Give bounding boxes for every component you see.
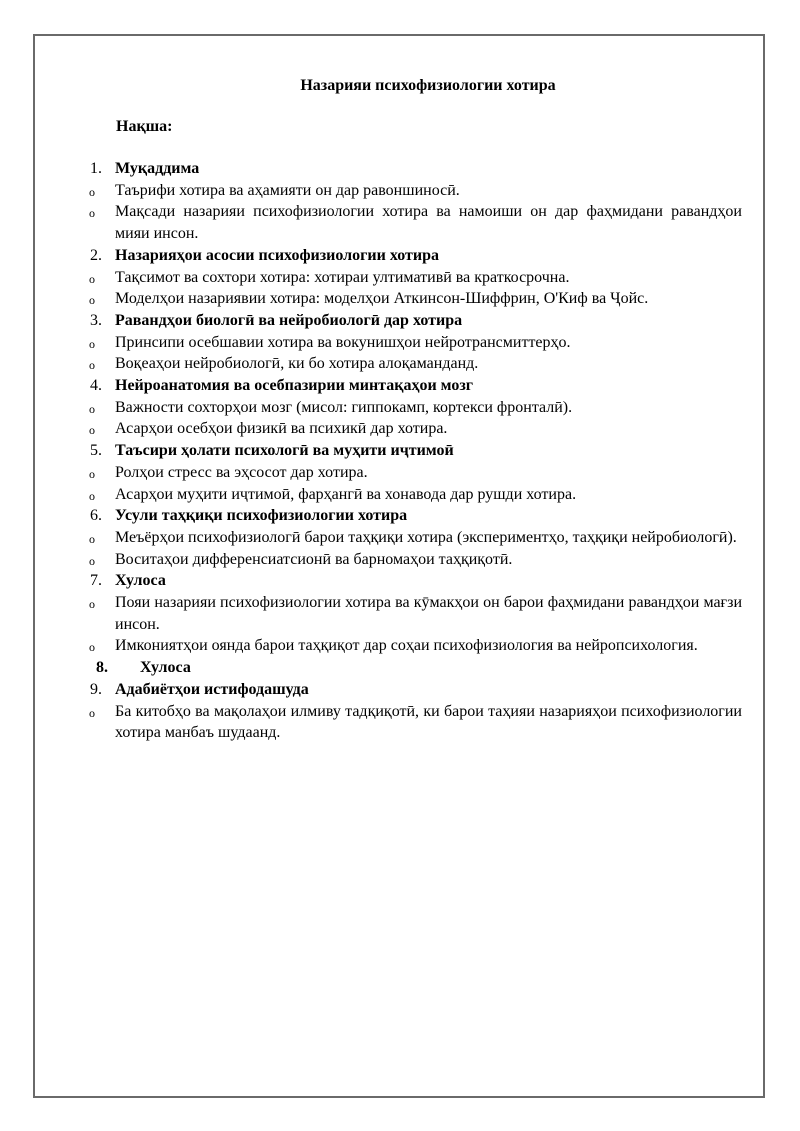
list-item-heading xyxy=(0,375,800,397)
heading-text: Таъсири ҳолати психологӣ ва муҳити иҷтимоӣ xyxy=(115,442,454,460)
bullet-text: Асарҳои муҳити иҷтимоӣ, фарҳангӣ ва хонавода дар рушди хотира. xyxy=(115,485,577,503)
bullet-text: Важности сохторҳои мозг (мисол: гиппокамп, кортекси фронталӣ). xyxy=(115,398,573,416)
bullet-marker: o xyxy=(89,597,95,612)
list-item-bullet xyxy=(0,288,800,310)
bullet-marker: o xyxy=(89,206,95,221)
item-number: 2. xyxy=(90,246,102,264)
bullet-marker: o xyxy=(89,336,95,351)
item-number: 9. xyxy=(90,680,102,698)
bullet-text: Ролҳои стресс ва эҳсосот дар хотира. xyxy=(115,463,368,481)
bullet-marker: o xyxy=(89,640,95,655)
list-item-bullet xyxy=(0,484,800,506)
bullet-text: Тақсимот ва сохтори хотира: хотираи ултимативӣ ва краткосрочна. xyxy=(115,268,570,286)
list-item-heading xyxy=(0,570,800,592)
list-item-bullet xyxy=(0,353,800,375)
list-item-bullet xyxy=(0,418,800,440)
bullet-text: Меъёрҳои психофизиологӣ барои таҳқиқи хотира (экспериментҳо, таҳқиқи нейробиологӣ). xyxy=(115,528,737,546)
bullet-text: Принсипи осебшавии хотира ва вокунишҳои нейротрансмиттерҳо. xyxy=(115,333,571,351)
list-item-bullet xyxy=(0,397,800,419)
bullet-text: Воситаҳои дифференсиатсионӣ ва барномаҳои таҳқиқотӣ. xyxy=(115,550,513,568)
list-item-bullet xyxy=(0,267,800,289)
list-item-bullet xyxy=(0,527,800,549)
list-item-heading xyxy=(0,440,800,462)
item-number: 1. xyxy=(90,160,102,177)
item-number: 6. xyxy=(90,507,102,525)
item-number: 8. xyxy=(96,659,108,677)
bullet-text: Таърифи хотира ва аҳамияти он дар равоншиносӣ. xyxy=(115,181,460,199)
bullet-marker: o xyxy=(89,293,95,308)
list-item-bullet xyxy=(0,592,800,635)
list-item-bullet xyxy=(0,635,800,657)
list-item-heading xyxy=(0,657,800,679)
heading-text: Усули таҳқиқи психофизиологии хотира xyxy=(115,507,408,525)
heading-text: Назарияҳои асосии психофизиологии хотира xyxy=(115,246,439,264)
bullet-marker: o xyxy=(89,184,95,199)
bullet-text: Имкониятҳои оянда барои таҳқиқот дар соҳаи психофизиология ва нейропсихология. xyxy=(115,637,698,655)
list-item-heading xyxy=(0,158,800,180)
heading-text: Адабиётҳои истифодашуда xyxy=(115,680,309,698)
bullet-marker: o xyxy=(89,553,95,568)
bullet-marker: o xyxy=(89,488,95,503)
bullet-text: Ба китобҳо ва мақолаҳои илмиву тадқиқотӣ, ки барои таҳияи назарияҳои психофизиологии хотира манбаъ шудаанд. xyxy=(115,702,742,742)
list-item-bullet xyxy=(0,701,800,744)
bullet-marker: o xyxy=(89,423,95,438)
bullet-marker: o xyxy=(89,401,95,416)
bullet-marker: o xyxy=(89,271,95,286)
document-title: Назарияи психофизиологии хотира xyxy=(300,77,556,94)
bullet-text: Воқеаҳои нейробиологӣ, ки бо хотира алоқаманданд. xyxy=(115,355,479,373)
heading-text: Хулоса xyxy=(115,572,166,590)
outline-list xyxy=(0,158,800,744)
list-item-bullet xyxy=(0,201,800,244)
heading-text: Муқаддима xyxy=(115,160,200,177)
bullet-text: Моделҳои назариявии хотира: моделҳои Аткинсон-Шиффрин, О'Киф ва Ҷойс. xyxy=(115,290,649,308)
item-number: 7. xyxy=(90,572,102,590)
list-item-heading xyxy=(0,505,800,527)
bullet-marker: o xyxy=(89,466,95,481)
item-number: 5. xyxy=(90,442,102,460)
list-item-bullet xyxy=(0,332,800,354)
bullet-text: Мақсади назарияи психофизиологии хотира ва намоиши он дар фаҳмидани равандҳои мияи инсон. xyxy=(115,203,742,243)
list-item-bullet xyxy=(0,462,800,484)
item-number: 4. xyxy=(90,377,102,395)
heading-text: Хулоса xyxy=(140,659,191,677)
heading-text: Равандҳои биологӣ ва нейробиологӣ дар хотира xyxy=(115,311,463,329)
bullet-text: Пояи назарияи психофизиологии хотира ва кӯмакҳои он барои фаҳмидани равандҳои мағзи инсон. xyxy=(115,594,742,633)
list-item-bullet xyxy=(0,549,800,571)
heading-text: Нейроанатомия ва осебпазирии минтақаҳои мозг xyxy=(115,377,474,395)
list-item-heading xyxy=(0,310,800,332)
bullet-marker: o xyxy=(89,705,95,720)
bullet-text: Асарҳои осебҳои физикӣ ва психикӣ дар хотира. xyxy=(115,420,448,438)
list-item-heading xyxy=(0,245,800,267)
item-number: 3. xyxy=(90,311,102,329)
plan-label: Нақша: xyxy=(116,118,173,135)
list-item-heading xyxy=(0,679,800,701)
list-item-bullet xyxy=(0,180,800,202)
bullet-marker: o xyxy=(89,531,95,546)
bullet-marker: o xyxy=(89,358,95,373)
